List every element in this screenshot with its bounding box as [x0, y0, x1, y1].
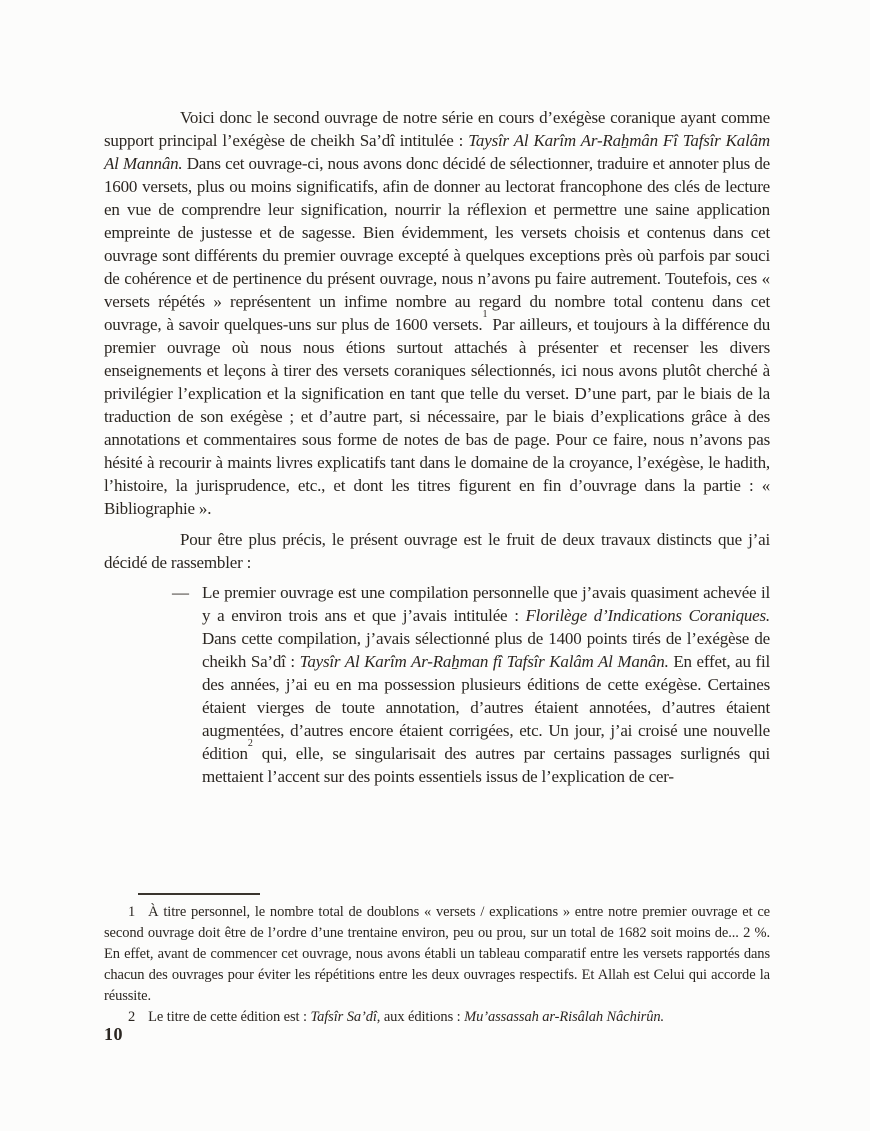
footnote-reference: 1 [482, 309, 488, 321]
footnote-number: 2 [128, 1009, 136, 1025]
paragraph-intro: Voici donc le second ouvrage de notre série en cours d’exégèse coranique ayant comme support principal l’exégèse de cheikh Sa’dî intitulée : Taysîr Al Karîm Ar-Raẖmân Fî Tafsîr Kalâm Al Mannân. Dans cet ouvrage-ci, nous avons donc décidé de sélectionner, traduire et annoter plus de 1600 versets, plus ou moins significatifs, afin de donner au lectorat francophone des clés de lecture en vue de comprendre leur signification, nourrir la réflexion et permettre une saine application empreinte de justesse et de sagesse. Bien évidemment, les versets choisis et contenus dans cet ouvrage sont différents du premier ouvrage excepté à quelques exceptions près où parfois par souci de cohérence et de pertinence du présent ouvrage, nous n’avons pu faire autrement. Toutefois, ces « versets répétés » représentent un infime nombre au regard du nombre total contenu dans cet ouvrage, à savoir quelques-uns sur plus de 1600 versets.$^1$ Par ailleurs, et toujours à la différence du premier ouvrage où nous nous étions surtout attachés à présenter et recenser les divers enseignements et leçons à tirer des versets coraniques sélectionnés, ici nous avons plutôt cherché à privilégier l’explication et la signification en tant que telle du verset. D’une part, par le biais de la traduction de son exégèse ; et d’autre part, si nécessaire, par le biais d’explications grâce à des annotations et commentaires sous forme de notes de bas de page. Pour ce faire, nous n’avons pas hésité à recourir à maints livres explicatifs tant dans le domaine de la croyance, l’exégèse, le hadith, l’histoire, la jurisprudence, etc., et dont les titres figurent en fin d’ouvrage dans la partie : « Bibliographie ». [104, 108, 770, 518]
footnote-reference: 2 [247, 738, 253, 750]
main-text-block [104, 106, 770, 788]
footnote-2: 2 Le titre de cette édition est : Tafsîr Sa’dî, aux éditions : Mu’assassah ar-Risâlah Nâchirûn. [128, 1009, 665, 1025]
list-item-text: Le premier ouvrage est une compilation personnelle que j’avais quasiment achevée il y a environ trois ans et que j’avais intitulée : Florilège d’Indications Coraniques. Dans cette compilation, j’avais sélectionné plus de 1400 points tirés de l’exégèse de cheikh Sa’dî : Taysîr Al Karîm Ar-Raẖman fî Tafsîr Kalâm Al Manân. En effet, au fil des années, j’ai eu en ma possession plusieurs éditions de cette exégèse. Certaines étaient vierges de toute annotation, d’autres étaient annotées, d’autres étaient augmentées, d’autres encore étaient corrigées, etc. Un jour, j’ai croisé une nouvelle édition$^2$ qui, elle, se singularisait des autres par certains passages surlignés qui mettaient l’accent sur des points essentiels issus de l’explication de cer- [202, 583, 770, 786]
footnote-number: 1 [128, 904, 136, 920]
footnote-divider [138, 893, 260, 895]
paragraph-two-works: Pour être plus précis, le présent ouvrage est le fruit de deux travaux distincts que j’ai décidé de rassembler : [104, 530, 770, 572]
dash-list-marker: — [172, 583, 189, 602]
page-number: 10 [104, 1024, 123, 1044]
footnotes-section [104, 893, 770, 1028]
footnote-1: 1 À titre personnel, le nombre total de doublons « versets / explications » entre notre premier ouvrage et ce second ouvrage doit être de l’ordre d’une trentaine environ, peu ou prou, sur un total de 1682 soit moins de... 2 %. En effet, avant de commencer cet ouvrage, nous avons établi un tableau comparatif entre les versets rapportés dans chacun des ouvrages pour éviter les répétitions entre les deux ouvrages respectifs. Et Allah est Celui qui accorde la réussite. [104, 904, 770, 1004]
list-item-first-work [104, 581, 770, 788]
